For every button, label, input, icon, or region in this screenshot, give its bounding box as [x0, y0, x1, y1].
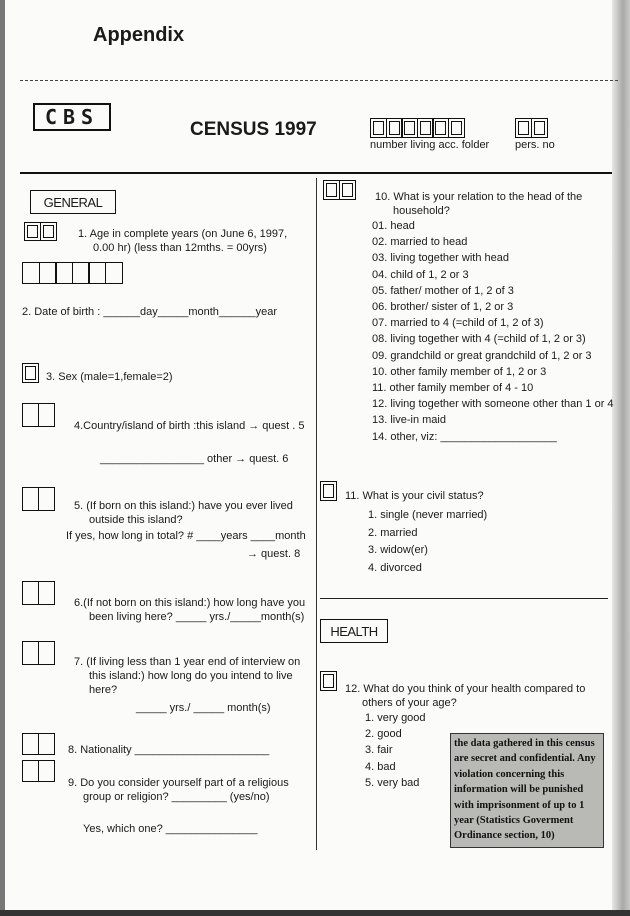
option-item: 3. fair — [365, 744, 393, 757]
page-title: Appendix — [93, 24, 185, 46]
option-item: 2. married — [368, 526, 418, 539]
option-item: 08. living together with 4 (=child of 1, 2 or 3) — [372, 333, 586, 346]
q7-text-3: here? — [89, 684, 118, 696]
option-item: 12. living together with someone other than 1 or 4 — [372, 398, 614, 411]
q7-boxes[interactable] — [22, 641, 53, 665]
q5-text-2: outside this island? — [89, 514, 183, 526]
header-divider — [20, 172, 612, 174]
census-title: CENSUS 1997 — [190, 119, 317, 140]
q10-text-2: household? — [393, 205, 450, 217]
pers-no-label: pers. no — [515, 139, 555, 151]
q5-text-3: If yes, how long in total? # ____years ____month — [66, 530, 306, 542]
q6-boxes[interactable] — [22, 581, 53, 605]
q7-text: 7. (If living less than 1 year end of interview on — [74, 656, 301, 668]
health-divider — [320, 598, 608, 599]
q9-boxes[interactable] — [22, 760, 53, 782]
option-item: 1. single (never married) — [368, 509, 488, 521]
option-item: 14. other, viz: ___________________ — [372, 430, 557, 443]
option-item: 07. married to 4 (=child of 1, 2 of 3) — [372, 317, 544, 330]
q9-text: 9. Do you consider yourself part of a religious — [68, 777, 289, 789]
page-binding-edge — [612, 0, 630, 916]
q8-boxes[interactable] — [22, 733, 53, 755]
q12-text: 12. What do you think of your health compared to — [345, 683, 586, 695]
q11-box[interactable] — [320, 481, 336, 501]
q7-answer: _____ yrs./ _____ month(s) — [136, 702, 271, 714]
option-item: 03. living together with head — [372, 252, 509, 265]
option-item: 2. good — [365, 728, 402, 741]
option-item: 06. brother/ sister of 1, 2 or 3 — [372, 301, 514, 313]
folder-label: number living acc. folder — [370, 139, 490, 151]
q12-text-2: others of your age? — [362, 697, 457, 709]
q10-boxes[interactable] — [323, 180, 354, 200]
dashed-cut-line — [20, 80, 618, 81]
option-item: 01. head — [372, 220, 415, 232]
option-item: 4. divorced — [368, 562, 422, 575]
q5-boxes[interactable] — [22, 487, 53, 511]
q12-box[interactable] — [320, 671, 336, 691]
q6-text-2: been living here? _____ yrs./_____month(s) — [89, 611, 305, 623]
option-item: 4. bad — [365, 760, 396, 773]
q5-text: 5. (If born on this island:) have you ever lived — [74, 500, 293, 512]
q1-text-2: 0.00 hr) (less than 12mths. = 00yrs) — [93, 242, 267, 254]
section-health: HEALTH — [320, 619, 388, 643]
option-item: 10. other family member of 1, 2 or 3 — [372, 365, 547, 378]
column-divider — [316, 178, 317, 850]
q8-text: 8. Nationality ______________________ — [68, 744, 270, 756]
q6-text: 6.(If not born on this island:) how long have you — [74, 597, 306, 609]
cbs-logo: CBS — [33, 103, 111, 131]
option-item: 13. live-in maid — [372, 414, 446, 427]
confidentiality-notice: the data gathered in this census are secret and confidential. Any violation concerning this information will be punished with imprisonment of up to 1 year (Statistics Goverment Ordinance section, 10) — [450, 733, 604, 848]
pers-no-boxes[interactable] — [515, 118, 546, 138]
q3-sex-box[interactable] — [22, 363, 38, 383]
q3-text: 3. Sex (male=1,female=2) — [46, 371, 173, 383]
option-item: 09. grandchild or great grandchild of 1, 2 or 3 — [372, 349, 592, 362]
option-item: 04. child of 1, 2 or 3 — [372, 268, 469, 281]
option-item: 3. widow(er) — [368, 544, 428, 557]
q7-text-2: this island:) how long do you intend to live — [89, 670, 293, 682]
q9-text-2: group or religion? _________ (yes/no) — [83, 791, 270, 803]
scan-bottom-edge — [0, 910, 630, 916]
option-item: 05. father/ mother of 1, 2 of 3 — [372, 284, 514, 297]
q11-text: 11. What is your civil status? — [345, 490, 484, 502]
q1-age-boxes[interactable] — [24, 222, 55, 241]
option-item: 02. married to head — [372, 236, 468, 249]
q2-date-boxes[interactable] — [22, 262, 121, 284]
option-item: 5. very bad — [365, 776, 420, 789]
section-general: GENERAL — [30, 190, 116, 214]
q1-text: 1. Age in complete years (on June 6, 1997, — [78, 228, 288, 240]
q4-text: 4.Country/island of birth :this island → quest . 5 — [74, 420, 305, 432]
option-item: 1. very good — [365, 712, 426, 724]
q5-goto: → quest. 8 — [247, 548, 301, 560]
q2-text: 2. Date of birth : ______day_____month______year — [22, 306, 278, 318]
q9-which: Yes, which one? _______________ — [83, 823, 258, 835]
q4-boxes[interactable] — [22, 403, 53, 427]
q4-other: _________________ other → quest. 6 — [100, 453, 289, 465]
option-item: 11. other family member of 4 - 10 — [372, 382, 534, 394]
scan-left-edge — [0, 0, 5, 916]
folder-number-boxes[interactable] — [370, 118, 463, 138]
q10-text: 10. What is your relation to the head of the — [375, 191, 583, 203]
